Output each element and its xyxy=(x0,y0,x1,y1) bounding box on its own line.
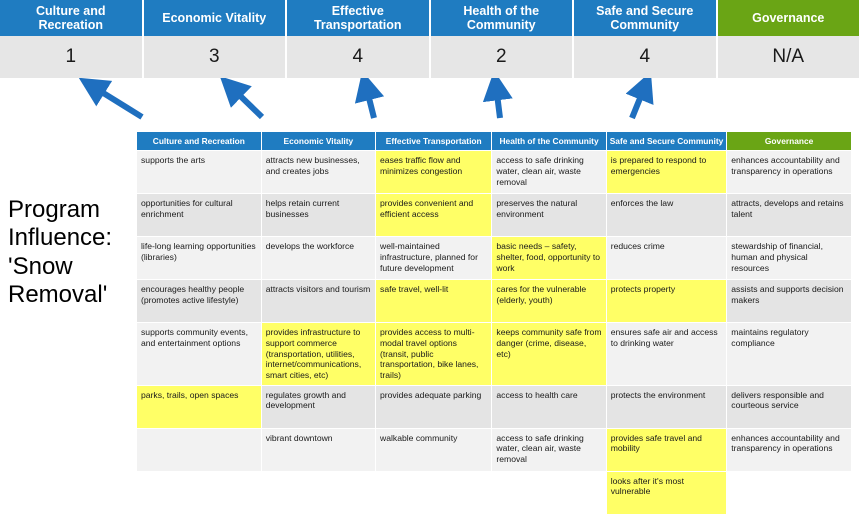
matrix-header-governance: Governance xyxy=(727,132,852,151)
program-influence-caption xyxy=(8,196,133,309)
matrix-cell: provides safe travel and mobility xyxy=(606,428,727,471)
matrix-header-effective-transportation: Effective Transportation xyxy=(376,132,492,151)
matrix-cell xyxy=(137,471,262,514)
table-row xyxy=(137,151,852,194)
matrix-cell: regulates growth and development xyxy=(261,385,375,428)
matrix-body xyxy=(137,151,852,515)
top-header-effective-transportation xyxy=(287,0,431,36)
top-header-label: Effective Transportation xyxy=(291,4,425,33)
top-header-label: Culture and Recreation xyxy=(4,4,138,33)
top-header-governance xyxy=(718,0,859,36)
matrix-cell: vibrant downtown xyxy=(261,428,375,471)
score-health-of-the-community: 2 xyxy=(431,36,575,78)
score-culture-and-recreation: 1 xyxy=(0,36,144,78)
matrix-cell: protects property xyxy=(606,280,727,323)
matrix-cell: walkable community xyxy=(376,428,492,471)
caption-line-2: Influence: xyxy=(8,224,133,252)
matrix-header-row xyxy=(137,132,852,151)
score-effective-transportation: 4 xyxy=(287,36,431,78)
matrix-cell: provides adequate parking xyxy=(376,385,492,428)
score-economic-vitality: 3 xyxy=(144,36,288,78)
matrix-cell: enhances accountability and transparency in operations xyxy=(727,428,852,471)
caption-line-1: Program xyxy=(8,196,133,224)
matrix-cell: safe travel, well-lit xyxy=(376,280,492,323)
matrix-header-safe-and-secure-community: Safe and Secure Community xyxy=(606,132,727,151)
matrix-cell: preserves the natural environment xyxy=(492,194,606,237)
top-header-label: Governance xyxy=(752,11,824,25)
matrix-cell: supports community events, and entertainment options xyxy=(137,323,262,386)
matrix-cell: encourages healthy people (promotes active lifestyle) xyxy=(137,280,262,323)
matrix-cell: life-long learning opportunities (libraries) xyxy=(137,237,262,280)
top-header-culture-and-recreation xyxy=(0,0,144,36)
top-header-health-of-the-community xyxy=(431,0,575,36)
top-header-label: Health of the Community xyxy=(435,4,569,33)
arrow-group xyxy=(0,78,859,132)
matrix-cell: enhances accountability and transparency in operations xyxy=(727,151,852,194)
top-header-economic-vitality xyxy=(144,0,288,36)
arrow-culture-and-recreation xyxy=(92,86,142,117)
matrix-cell: supports the arts xyxy=(137,151,262,194)
top-header-band xyxy=(0,0,859,36)
matrix-cell: assists and supports decision makers xyxy=(727,280,852,323)
arrow-effective-transportation xyxy=(366,86,374,118)
top-header-safe-and-secure-community xyxy=(574,0,718,36)
matrix-header-culture-and-recreation: Culture and Recreation xyxy=(137,132,262,151)
matrix-cell xyxy=(261,471,375,514)
matrix-cell: reduces crime xyxy=(606,237,727,280)
matrix-cell: provides access to multi-modal travel options (transit, public transportation, bike lanes, trails) xyxy=(376,323,492,386)
table-row xyxy=(137,280,852,323)
matrix-cell: provides convenient and efficient access xyxy=(376,194,492,237)
score-band xyxy=(0,36,859,78)
matrix-cell: basic needs – safety, shelter, food, opportunity to work xyxy=(492,237,606,280)
arrow-safe-and-secure-community xyxy=(632,86,645,118)
matrix-cell: attracts, develops and retains talent xyxy=(727,194,852,237)
arrow-economic-vitality xyxy=(231,87,262,117)
matrix-cell: access to safe drinking water, clean air, waste removal xyxy=(492,151,606,194)
matrix-cell: ensures safe air and access to drinking water xyxy=(606,323,727,386)
matrix-cell: attracts visitors and tourism xyxy=(261,280,375,323)
matrix-cell: enforces the law xyxy=(606,194,727,237)
caption-line-3: 'Snow xyxy=(8,253,133,281)
matrix-cell: maintains regulatory compliance xyxy=(727,323,852,386)
top-header-label: Economic Vitality xyxy=(162,11,266,25)
matrix-cell: parks, trails, open spaces xyxy=(137,385,262,428)
arrow-health-of-the-community xyxy=(496,86,500,118)
influence-matrix xyxy=(136,131,852,515)
table-row xyxy=(137,237,852,280)
matrix-header-health-of-the-community: Health of the Community xyxy=(492,132,606,151)
matrix-cell: keeps community safe from danger (crime, disease, etc) xyxy=(492,323,606,386)
matrix-cell: access to safe drinking water, clean air, waste removal xyxy=(492,428,606,471)
table-row xyxy=(137,323,852,386)
matrix-cell: helps retain current businesses xyxy=(261,194,375,237)
matrix-cell: opportunities for cultural enrichment xyxy=(137,194,262,237)
table-row xyxy=(137,194,852,237)
matrix-cell: cares for the vulnerable (elderly, youth) xyxy=(492,280,606,323)
matrix-cell: looks after it's most vulnerable xyxy=(606,471,727,514)
top-header-label: Safe and Secure Community xyxy=(578,4,712,33)
matrix-cell: well-maintained infrastructure, planned for future development xyxy=(376,237,492,280)
matrix-cell: attracts new businesses, and creates jobs xyxy=(261,151,375,194)
matrix-cell: stewardship of financial, human and physical resources xyxy=(727,237,852,280)
caption-line-4: Removal' xyxy=(8,281,133,309)
matrix-cell: is prepared to respond to emergencies xyxy=(606,151,727,194)
score-governance: N/A xyxy=(718,36,859,78)
matrix-cell: delivers responsible and courteous service xyxy=(727,385,852,428)
matrix-cell xyxy=(492,471,606,514)
matrix-cell: protects the environment xyxy=(606,385,727,428)
table-row xyxy=(137,471,852,514)
score-safe-and-secure-community: 4 xyxy=(574,36,718,78)
matrix-cell: provides infrastructure to support commerce (transportation, utilities, internet/communications, smart cities, etc) xyxy=(261,323,375,386)
matrix-cell xyxy=(727,471,852,514)
matrix-header-economic-vitality: Economic Vitality xyxy=(261,132,375,151)
matrix-cell: eases traffic flow and minimizes congestion xyxy=(376,151,492,194)
matrix-cell xyxy=(376,471,492,514)
matrix-cell: develops the workforce xyxy=(261,237,375,280)
matrix-cell: access to health care xyxy=(492,385,606,428)
table-row xyxy=(137,385,852,428)
